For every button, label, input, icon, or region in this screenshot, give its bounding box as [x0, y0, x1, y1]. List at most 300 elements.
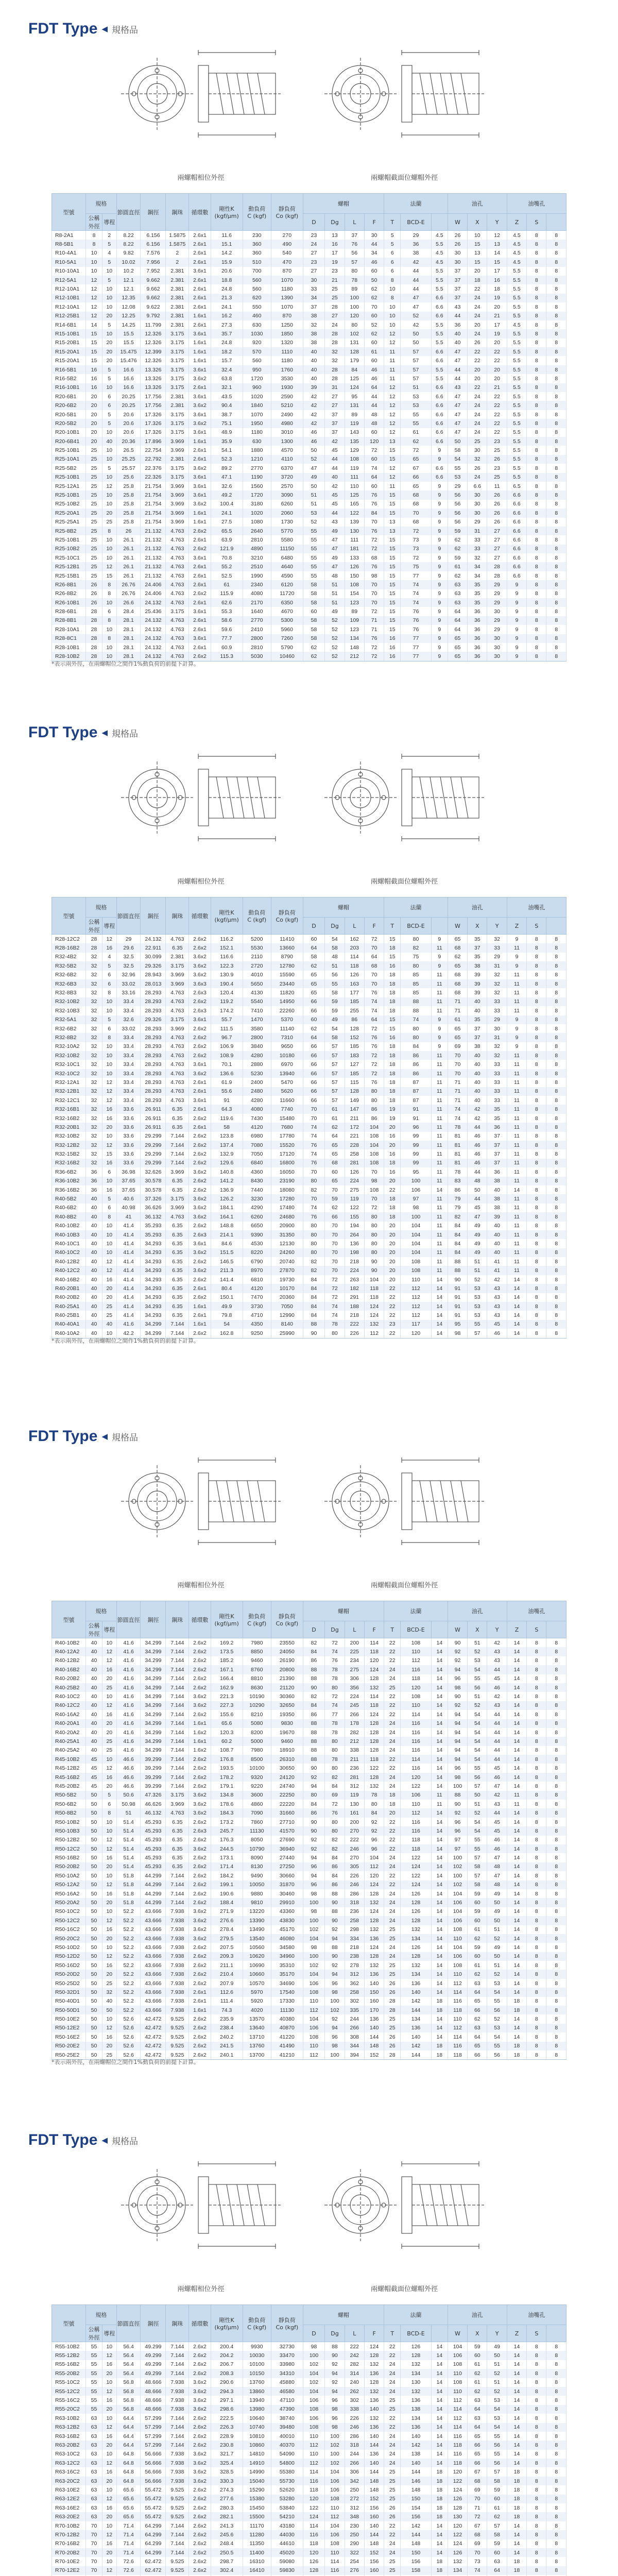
table-cell: 17.326	[141, 419, 166, 428]
table-cell: 24	[384, 1898, 401, 1907]
table-cell: 5.5	[507, 419, 526, 428]
table-cell: 8090	[243, 1853, 271, 1862]
table-cell: 31870	[271, 1880, 303, 1889]
table-cell: 44	[487, 1755, 507, 1764]
table-cell: 84	[448, 1248, 467, 1257]
table-cell: 22	[487, 356, 507, 365]
table-cell: 8	[527, 1293, 546, 1302]
table-cell: 90	[303, 1826, 325, 1835]
table-cell: 52	[487, 2369, 507, 2378]
table-cell: 8	[527, 1710, 546, 1719]
table-cell: 8	[546, 2378, 566, 2387]
table-cell: 120	[401, 1683, 432, 1692]
table-cell: 2.6x2	[189, 997, 211, 1006]
table-cell: 8	[546, 2467, 566, 2476]
table-cell: 119.6	[211, 1114, 243, 1123]
table-cell: 150	[401, 2495, 432, 2503]
table-cell: 18	[431, 2503, 448, 2512]
dyn-load-unit: C (kgf)	[247, 2324, 267, 2331]
table-cell: 36	[468, 652, 487, 661]
model-cell: R50-20D2	[52, 1970, 86, 1978]
table-cell: 40	[86, 1248, 102, 1257]
table-cell: 92	[448, 1701, 467, 1710]
table-cell: 112	[401, 1284, 432, 1293]
table-cell: 9880	[243, 1889, 271, 1898]
table-cell: 24.132	[141, 935, 166, 944]
table-cell: 108	[364, 1149, 384, 1158]
table-cell: 11	[431, 1239, 448, 1248]
table-cell: 46.6	[116, 1764, 141, 1772]
table-cell: 55	[303, 545, 325, 553]
model-cell: R28-8B1	[52, 616, 86, 625]
table-cell: 34.299	[141, 1701, 166, 1710]
table-cell: 9	[431, 1024, 448, 1033]
table-row	[52, 267, 566, 276]
table-cell: 8	[527, 365, 546, 374]
table-cell: 63.9	[211, 535, 243, 544]
col-pitch-dia: 節圓直徑	[116, 2305, 141, 2342]
table-row	[52, 392, 566, 401]
dyn-load-unit: C (kgf)	[247, 917, 267, 923]
table-cell: 44	[448, 312, 467, 320]
table-cell: 2.6x2	[189, 589, 211, 598]
table-cell: 5210	[271, 401, 303, 410]
table-row	[52, 1069, 566, 1078]
table-row	[52, 1230, 566, 1239]
table-cell: 24	[468, 302, 487, 311]
table-cell: 41.6	[116, 1647, 141, 1656]
table-cell: 118	[364, 1647, 384, 1656]
table-cell: 8	[527, 2387, 546, 2396]
table-cell: 50	[487, 2351, 507, 2360]
table-cell: 8	[546, 2050, 566, 2060]
table-cell: 44	[364, 392, 384, 401]
table-cell: 10100	[243, 2360, 271, 2369]
col-rigidity	[211, 2305, 243, 2342]
table-cell: 96	[364, 1844, 384, 1853]
spec-table	[52, 1601, 566, 2060]
table-row	[52, 1710, 566, 1719]
table-cell: 51.4	[116, 1844, 141, 1853]
table-cell: 230	[345, 2521, 364, 2530]
table-cell: 56	[468, 1773, 487, 1782]
table-cell: 21	[487, 383, 507, 392]
table-row	[52, 2351, 566, 2360]
table-cell: 54	[487, 2405, 507, 2414]
table-cell: 11	[384, 356, 401, 365]
table-cell: 5.5	[507, 294, 526, 302]
table-cell: 9	[431, 953, 448, 961]
table-cell: 6810	[243, 1275, 271, 1284]
table-cell: 1850	[271, 329, 303, 338]
table-cell: 9	[431, 1033, 448, 1042]
table-cell: 11	[507, 1060, 526, 1069]
table-cell: 22.754	[141, 446, 166, 454]
table-cell: 100	[303, 1916, 325, 1925]
table-cell: 59	[468, 1907, 487, 1916]
table-cell: 80	[364, 1239, 384, 1248]
table-cell: 8	[527, 1719, 546, 1728]
table-cell: 26.911	[141, 1105, 166, 1113]
table-cell: 94	[448, 1755, 467, 1764]
table-cell: 90	[448, 1692, 467, 1701]
table-cell: 14	[431, 1898, 448, 1907]
table-cell: 4.763	[166, 1096, 189, 1105]
table-cell: 173.1	[211, 1853, 243, 1862]
rigidity-unit: (kgf/μm)	[214, 2324, 239, 2331]
table-cell: 86	[303, 1808, 325, 1817]
table-cell: 8	[546, 2530, 566, 2539]
col-static-load	[271, 897, 303, 935]
model-cell: R50-16D2	[52, 1961, 86, 1970]
table-cell: 4110	[271, 455, 303, 464]
model-cell: R50-10A2	[52, 1871, 86, 1880]
table-cell: 52	[364, 320, 384, 329]
table-cell: 5	[102, 1015, 116, 1024]
table-cell: 25	[86, 535, 102, 544]
table-cell: 2.6x2	[189, 652, 211, 661]
table-cell: 38	[487, 1194, 507, 1203]
table-cell: 176.3	[211, 1836, 243, 1844]
table-cell: 28.1	[116, 643, 141, 652]
table-cell: 59	[487, 2539, 507, 2548]
table-cell: 184.1	[211, 1204, 243, 1212]
model-cell: R32-10C1	[52, 1060, 86, 1069]
table-cell: 55	[487, 2450, 507, 2459]
table-cell: 59	[448, 553, 467, 562]
table-cell: 27	[325, 392, 345, 401]
table-cell: 286	[345, 1889, 364, 1898]
table-cell: 122	[364, 1764, 384, 1772]
model-cell: R40-25A1	[52, 1302, 86, 1311]
table-cell: 2490	[271, 410, 303, 419]
table-cell: 9320	[243, 1773, 271, 1782]
table-cell: 36	[468, 607, 487, 616]
table-cell: 8	[546, 1889, 566, 1898]
table-cell: 128	[364, 1719, 384, 1728]
table-cell: 6.6	[507, 545, 526, 553]
table-cell: 12	[102, 1844, 116, 1853]
table-cell: 25	[384, 2396, 401, 2404]
table-cell: 26	[468, 464, 487, 472]
table-cell: 8	[546, 1177, 566, 1185]
model-cell: R63-12B2	[52, 2423, 86, 2432]
table-cell: 24	[384, 2369, 401, 2378]
table-cell: 57.299	[141, 2414, 166, 2422]
table-cell: 84	[303, 1800, 325, 1808]
table-cell: 16	[102, 2539, 116, 2548]
table-cell: 78	[325, 1320, 345, 1329]
dyn-load-unit: C (kgf)	[247, 213, 267, 219]
table-cell: 24	[468, 294, 487, 302]
table-cell: 69	[325, 1791, 345, 1800]
table-cell: 29	[487, 589, 507, 598]
table-row	[52, 1970, 566, 1978]
table-cell: 14	[507, 1737, 526, 1745]
table-cell: 302	[345, 2396, 364, 2404]
table-cell: 114	[325, 2557, 345, 2566]
col-s: S	[527, 2325, 546, 2342]
table-cell: 26.1	[116, 553, 141, 562]
table-cell: 104	[401, 1230, 432, 1239]
table-cell: 185	[345, 1042, 364, 1051]
table-cell: 147	[345, 1105, 364, 1113]
table-cell: 2.6x2	[189, 1141, 211, 1149]
rigidity-label: 剛性K	[219, 1613, 234, 1620]
table-cell: 63	[86, 2432, 102, 2441]
table-row	[52, 294, 566, 302]
table-cell: 308	[345, 2032, 364, 2041]
table-cell: 3.6x2	[189, 500, 211, 509]
table-cell: 28.293	[141, 1096, 166, 1105]
table-cell: 124	[401, 1880, 432, 1889]
table-cell: 1180	[271, 356, 303, 365]
spec-table	[52, 193, 566, 662]
table-cell: 77.7	[211, 634, 243, 643]
table-cell: 3.969	[166, 1204, 189, 1212]
table-cell: 4.763	[166, 571, 189, 580]
table-row	[52, 1078, 566, 1087]
table-cell: 20	[487, 365, 507, 374]
table-cell: 8	[546, 1311, 566, 1319]
table-cell: 8	[546, 2387, 566, 2396]
table-cell: 6.6	[431, 312, 448, 320]
table-cell: 30.578	[141, 1185, 166, 1194]
table-cell: 30	[487, 643, 507, 652]
table-cell: 15.475	[116, 347, 141, 356]
col-ball: 鋼珠	[166, 194, 189, 231]
table-cell: 59	[487, 2485, 507, 2494]
table-cell: 70	[325, 1230, 345, 1239]
col-blank	[431, 214, 448, 231]
table-cell: 84	[325, 1782, 345, 1790]
col-l: L	[345, 918, 364, 935]
table-cell: 65	[448, 643, 467, 652]
table-cell: 162.9	[211, 1683, 243, 1692]
table-cell: 15.7	[211, 356, 243, 365]
table-cell: 6	[384, 249, 401, 258]
table-cell: 94	[325, 2369, 345, 2378]
table-cell: 110	[448, 2387, 467, 2396]
model-cell: R55-20B2	[52, 2369, 86, 2378]
table-cell: 230	[243, 231, 271, 240]
table-cell: 90	[303, 1764, 325, 1772]
table-cell: 104	[364, 1141, 384, 1149]
table-cell: 25	[102, 1311, 116, 1319]
table-cell: 123.8	[211, 1132, 243, 1141]
table-cell: 45.293	[141, 1844, 166, 1853]
model-cell: R40-10B2	[52, 1222, 86, 1230]
table-cell: 74	[401, 1015, 432, 1024]
table-cell: 50	[86, 2032, 102, 2041]
model-cell: R25-8B2	[52, 527, 86, 535]
table-cell: 18	[507, 2503, 526, 2512]
table-cell: 104	[303, 1934, 325, 1943]
table-cell: 20	[384, 1123, 401, 1131]
table-cell: 14	[431, 1907, 448, 1916]
table-cell: 255	[345, 1006, 364, 1015]
table-cell: 64.299	[141, 2521, 166, 2530]
table-cell: 40	[86, 1212, 102, 1221]
table-cell: 63	[86, 2441, 102, 2449]
table-cell: 3580	[243, 1024, 271, 1033]
table-cell: 26	[487, 518, 507, 527]
table-cell: 126	[345, 971, 364, 979]
model-cell: R40-10B3	[52, 1230, 86, 1239]
table-cell: 14	[507, 1638, 526, 1648]
table-cell: 3.175	[166, 338, 189, 347]
table-cell: 52.6	[116, 2032, 141, 2041]
table-cell: 33470	[271, 2351, 303, 2360]
table-cell: 8	[546, 1710, 566, 1719]
table-cell: 57	[325, 1051, 345, 1060]
table-cell: 72	[364, 652, 384, 661]
table-cell: 3.969	[166, 1024, 189, 1033]
table-cell: 21.132	[141, 571, 166, 580]
table-cell: 71	[448, 1096, 467, 1105]
table-cell: 4120	[243, 1123, 271, 1131]
table-cell: 4.763	[166, 527, 189, 535]
table-cell: 32	[86, 997, 102, 1006]
table-cell: 8	[527, 518, 546, 527]
table-cell: 16	[384, 961, 401, 970]
table-cell: 8	[546, 1871, 566, 1880]
table-cell: 30	[303, 276, 325, 284]
table-cell: 14.2	[211, 249, 243, 258]
table-cell: 182	[345, 1284, 364, 1293]
table-cell: 298.6	[211, 2405, 243, 2414]
table-cell: 88	[325, 1943, 345, 1952]
table-cell: 6.35	[166, 1114, 189, 1123]
table-cell: 108	[303, 2032, 325, 2041]
table-row	[52, 598, 566, 607]
table-cell: 56.8	[116, 2405, 141, 2414]
table-cell: 14	[431, 2459, 448, 2467]
table-cell: 40	[487, 1239, 507, 1248]
table-cell: 8	[546, 329, 566, 338]
drawing-caption-left: 兩螺帽相位外徑	[177, 1582, 225, 1589]
table-cell: 32	[468, 455, 487, 464]
table-cell: 45	[487, 1764, 507, 1772]
table-cell: 46	[487, 1773, 507, 1782]
table-cell: 136	[401, 1979, 432, 1988]
table-cell: 89.2	[211, 464, 243, 472]
table-cell: 24	[384, 1665, 401, 1674]
table-cell: 8	[527, 1024, 546, 1033]
table-cell: 8	[527, 2441, 546, 2449]
table-cell: 111.4	[211, 1997, 243, 2006]
col-model: 型號	[52, 194, 86, 231]
table-cell: 18	[384, 943, 401, 952]
table-cell: 110	[303, 1997, 325, 2006]
model-cell: R20-10B1	[52, 428, 86, 437]
table-cell: 13980	[243, 2405, 271, 2414]
table-cell: 14	[507, 1320, 526, 1329]
model-cell: R50-32D1	[52, 1988, 86, 1996]
table-cell: 218	[345, 1311, 364, 1319]
table-cell: 134.8	[211, 1791, 243, 1800]
table-cell: 108	[364, 1185, 384, 1194]
table-cell: 33.6	[116, 1149, 141, 1158]
table-cell: 47	[487, 1782, 507, 1790]
table-cell: 94	[325, 1934, 345, 1943]
table-cell: 15	[384, 509, 401, 517]
table-cell: 50	[86, 2006, 102, 2014]
table-cell: 4.763	[166, 643, 189, 652]
table-cell: 9.525	[166, 2566, 189, 2575]
table-cell: 36	[86, 1167, 102, 1176]
col-l: L	[345, 214, 364, 231]
table-cell: 11	[507, 1800, 526, 1808]
col-z: Z	[507, 918, 526, 935]
table-cell: 132	[401, 1961, 432, 1970]
table-cell: 43	[487, 1647, 507, 1656]
table-cell: 8	[546, 1204, 566, 1212]
table-cell: 112	[448, 2024, 467, 2032]
table-cell: 11	[507, 988, 526, 997]
table-cell: 34.293	[141, 1257, 166, 1266]
table-cell: 8	[546, 1149, 566, 1158]
table-cell: 18	[431, 2006, 448, 2014]
table-cell: 1250	[271, 320, 303, 329]
table-cell: 47.326	[141, 1791, 166, 1800]
table-cell: 42.472	[141, 2014, 166, 2023]
table-cell: 199.1	[211, 1880, 243, 1889]
table-row	[52, 1132, 566, 1141]
table-row	[52, 1015, 566, 1024]
table-cell: 81	[448, 1149, 467, 1158]
table-cell: 24	[384, 1728, 401, 1737]
table-cell: 6.35	[166, 1302, 189, 1311]
table-cell: 65	[303, 988, 325, 997]
table-cell: 22	[487, 392, 507, 401]
table-cell: 64	[468, 2405, 487, 2414]
table-cell: 131	[345, 401, 364, 410]
table-cell: 22	[384, 2342, 401, 2351]
table-cell: 8	[527, 1764, 546, 1772]
table-cell: 86	[448, 1185, 467, 1194]
table-cell: 6260	[243, 1212, 271, 1221]
table-cell: 7.938	[166, 1961, 189, 1970]
table-cell: 22.326	[141, 473, 166, 482]
table-cell: 16	[102, 1961, 116, 1970]
table-cell: 150	[364, 1988, 384, 1996]
table-cell: 32.5	[116, 953, 141, 961]
table-cell: 2.6x2	[189, 2423, 211, 2432]
table-cell: 88	[303, 1746, 325, 1755]
table-cell: 124	[448, 2485, 467, 2494]
table-cell: 9810	[243, 1898, 271, 1907]
table-cell: 61	[468, 1961, 487, 1970]
table-cell: 24.132	[141, 634, 166, 643]
table-cell: 60	[303, 607, 325, 616]
table-cell: 14	[431, 1782, 448, 1790]
table-cell: 2.6x3	[189, 1230, 211, 1239]
table-cell: 74	[468, 2566, 487, 2575]
table-cell: 34.299	[141, 1746, 166, 1755]
table-cell: 61	[487, 2503, 507, 2512]
table-cell: 63	[86, 2512, 102, 2521]
table-cell: 55	[468, 1320, 487, 1329]
table-cell: 12	[86, 312, 102, 320]
table-cell: 41	[116, 1212, 141, 1221]
table-cell: 8	[527, 2042, 546, 2050]
table-cell: 8	[527, 1266, 546, 1275]
table-cell: 50	[86, 1925, 102, 1934]
table-cell: 6790	[243, 1257, 271, 1266]
table-row	[52, 2485, 566, 2494]
table-cell: 79.8	[211, 1311, 243, 1319]
